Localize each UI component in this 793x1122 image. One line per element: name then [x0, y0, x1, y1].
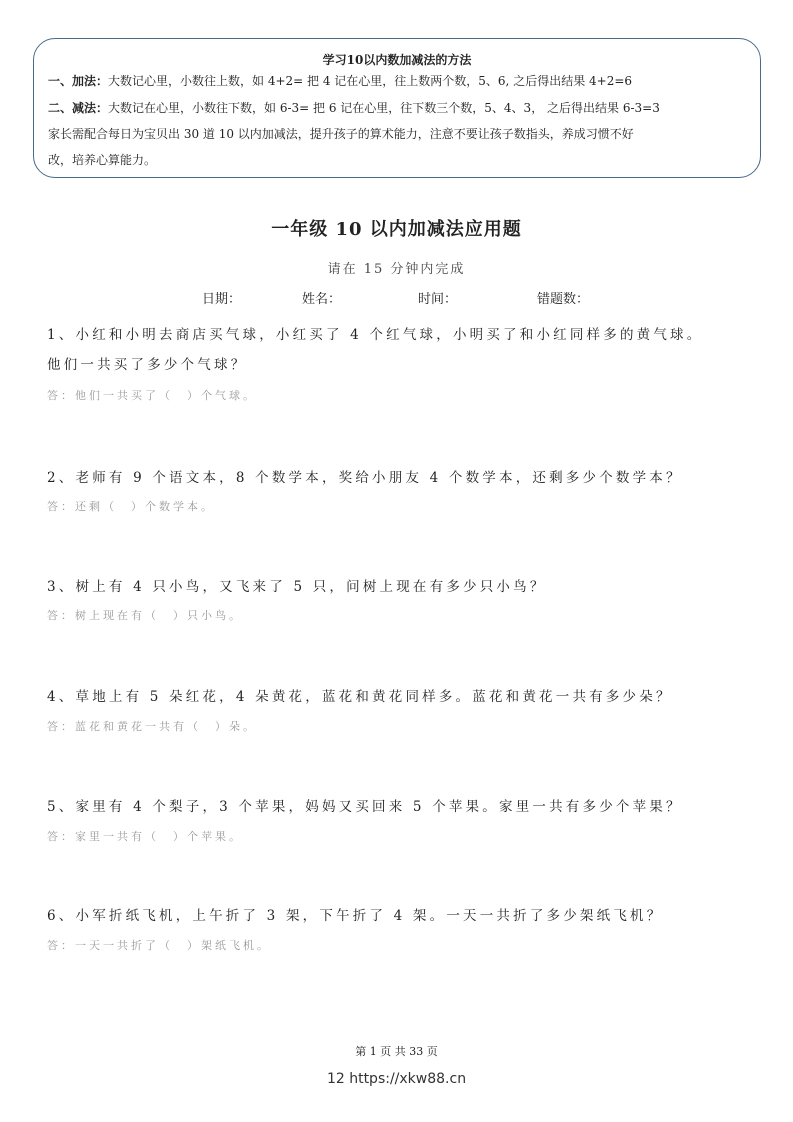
parent-note-line1: 家长需配合每日为宝贝出 30 道 10 以内加减法，提升孩子的算术能力，注意不要让孩子数指头，养成习惯不好: [48, 127, 634, 141]
question-3: 3、树上有 4 只小鸟，又飞来了 5 只，问树上现在有多少只小鸟？: [47, 579, 547, 595]
subtitle: 请在 15 分钟内完成: [327, 262, 466, 277]
page-title: 一年级 10 以内加减法应用题: [271, 219, 522, 240]
addition-method: [48, 72, 632, 89]
question-5: 5、家里有 4 个梨子，3 个苹果，妈妈又买回来 5 个苹果。家里一共有多少个苹果？: [47, 799, 683, 815]
answer-2: 答：还剩（ ）个数学本。: [47, 500, 215, 513]
answer-6: 答：一天一共折了（ ）架纸飞机。: [47, 939, 271, 952]
errors-field: 错题数：: [537, 292, 590, 307]
subtraction-method: [48, 99, 660, 116]
watermark-url: 12 https://xkw88.cn: [326, 1071, 467, 1087]
answer-1: 答：他们一共买了（ ）个气球。: [47, 389, 257, 402]
subtraction-text: 大数记在心里，小数往下数，如 6-3= 把 6 记在心里，往下数三个数，5、4、3， 之后得出结果 6-3=3: [108, 101, 660, 115]
method-box: [33, 38, 761, 178]
question-2: 2、老师有 9 个语文本，8 个数学本，奖给小朋友 4 个数学本，还剩多少个数学本？: [47, 470, 683, 486]
addition-text: 大数记心里，小数往上数，如 4+2= 把 4 记在心里，往上数两个数，5、6, 之后得出结果 4+2=6: [108, 74, 633, 88]
page-footer: 第 1 页 共 33 页: [355, 1045, 438, 1058]
subtraction-label: 二、减法：: [48, 101, 109, 115]
name-field: 姓名：: [302, 292, 342, 307]
answer-4: 答：蓝花和黄花一共有（ ）朵。: [47, 720, 257, 733]
question-1-line2: 他们一共买了多少个气球？: [47, 357, 248, 373]
date-field: 日期：: [202, 292, 242, 307]
question-4: 4、草地上有 5 朵红花，4 朵黄花，蓝花和黄花同样多。蓝花和黄花一共有多少朵？: [47, 689, 673, 705]
parent-note-line2: 改，培养心算能力。: [48, 153, 157, 167]
answer-5: 答：家里一共有（ ）个苹果。: [47, 830, 243, 843]
answer-3: 答：树上现在有（ ）只小鸟。: [47, 609, 243, 622]
method-title: 学习10以内数加减法的方法: [322, 53, 472, 67]
addition-label: 一、加法：: [48, 74, 109, 88]
question-6: 6、小军折纸飞机，上午折了 3 架，下午折了 4 架。一天一共折了多少架纸飞机？: [47, 908, 664, 924]
question-1-line1: 1、小红和小明去商店买气球，小红买了 4 个红气球，小明买了和小红同样多的黄气球。: [47, 327, 704, 343]
time-field: 时间：: [418, 292, 458, 307]
